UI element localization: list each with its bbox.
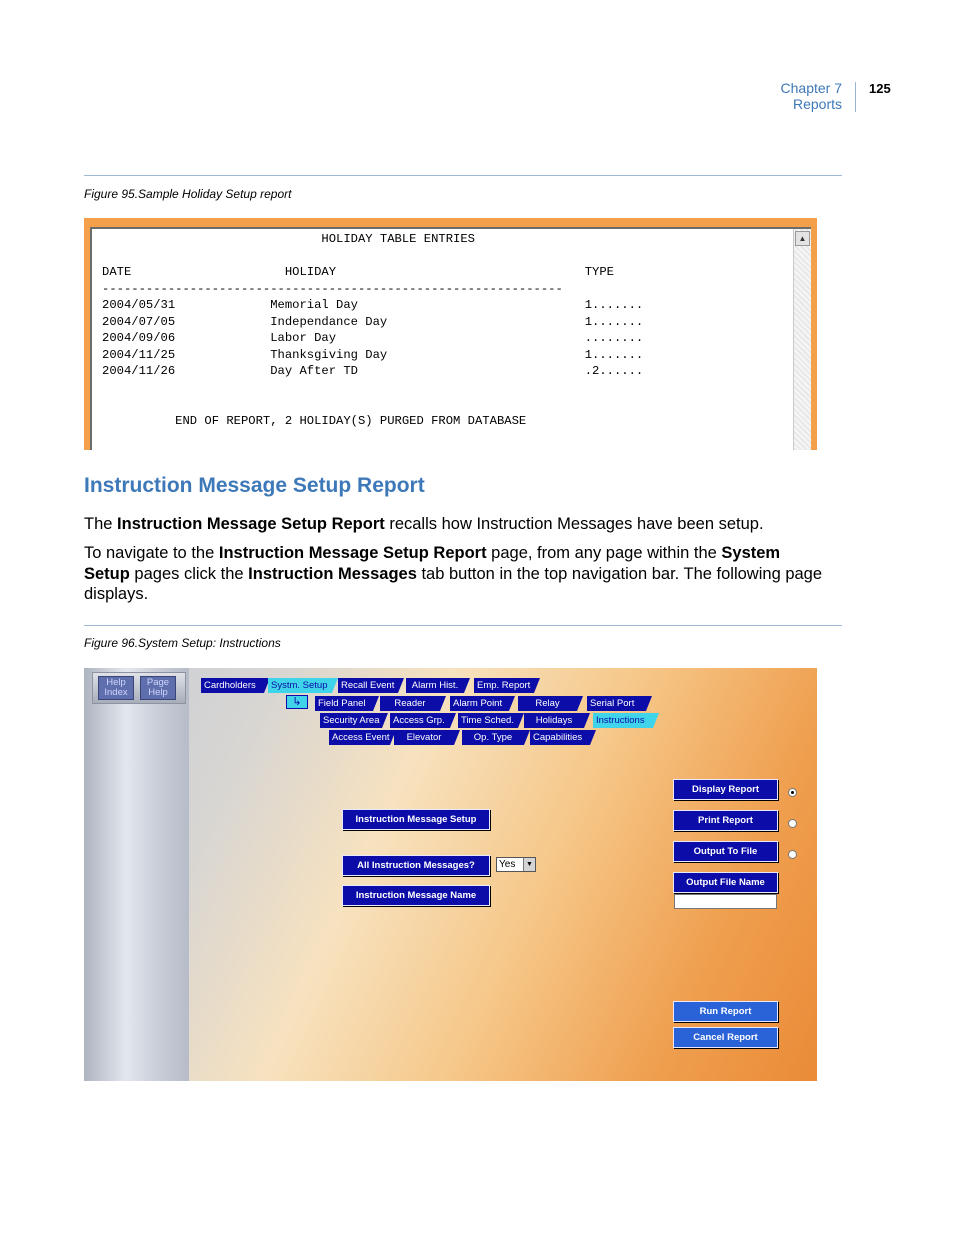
report-column-headers: DATE HOLIDAY TYPE [102, 265, 614, 279]
report-row: 2004/11/26 Day After TD .2...... [102, 364, 644, 378]
report-divider: --------------------------------------------------------------- [102, 281, 563, 296]
report-row: 2004/07/05 Independance Day 1....... [102, 314, 644, 329]
tab-time-sched[interactable]: Time Sched. [458, 713, 518, 728]
help-index-button[interactable]: Help Index [98, 676, 134, 700]
display-report-radio[interactable] [788, 788, 797, 797]
help-box [92, 672, 186, 704]
intro-paragraph: The Instruction Message Setup Report recalls how Instruction Messages have been setup. [84, 515, 764, 533]
figure-rule-top [84, 175, 842, 176]
tab-instructions[interactable]: Instructions [593, 713, 653, 728]
tab-relay[interactable]: Relay [518, 696, 577, 711]
chapter-label: Chapter 7 [780, 80, 842, 96]
tab-access-event[interactable]: Access Event [329, 730, 390, 745]
tab-op-type[interactable]: Op. Type [462, 730, 524, 745]
output-to-file-button[interactable]: Output To File [673, 841, 778, 862]
figure-95-caption: Figure 95.Sample Holiday Setup report [84, 187, 292, 201]
chevron-down-icon[interactable]: ▼ [523, 858, 535, 871]
page-number: 125 [869, 81, 891, 96]
holiday-report-text [102, 231, 643, 429]
report-scrollbar[interactable] [793, 229, 811, 450]
report-row: 2004/11/25 Thanksgiving Day 1....... [102, 347, 644, 362]
figure-rule-bottom [84, 625, 842, 626]
instruction-message-name-button[interactable]: Instruction Message Name [342, 885, 490, 906]
running-header [781, 80, 842, 112]
output-to-file-radio[interactable] [788, 850, 797, 859]
instruction-message-setup-button[interactable]: Instruction Message Setup [342, 809, 490, 830]
tab-cardholders[interactable]: Cardholders [201, 678, 264, 693]
section-heading: Instruction Message Setup Report [84, 474, 425, 497]
output-file-name-button[interactable]: Output File Name [673, 872, 778, 893]
report-footer: END OF REPORT, 2 HOLIDAY(S) PURGED FROM DATABASE [102, 413, 527, 428]
report-row: 2004/05/31 Memorial Day 1....... [102, 298, 644, 312]
tab-elevator[interactable]: Elevator [394, 730, 454, 745]
all-messages-select[interactable] [496, 857, 536, 872]
holiday-report-window [84, 218, 817, 450]
page-help-button[interactable]: Page Help [140, 676, 176, 700]
scroll-up-icon[interactable]: ▲ [795, 231, 810, 246]
left-panel [84, 668, 189, 1081]
header-divider [855, 82, 856, 112]
tab-security-area[interactable]: Security Area [320, 713, 382, 728]
output-file-name-input[interactable] [674, 894, 777, 909]
report-title: HOLIDAY TABLE ENTRIES [102, 232, 475, 246]
tab-field-panel[interactable]: Field Panel [315, 696, 373, 711]
tab-serial-port[interactable]: Serial Port [587, 696, 646, 711]
tab-access-grp[interactable]: Access Grp. [390, 713, 450, 728]
tab-holidays[interactable]: Holidays [524, 713, 584, 728]
report-spacer [102, 396, 643, 413]
run-report-button[interactable]: Run Report [673, 1001, 778, 1022]
tab-emp-report[interactable]: Emp. Report [474, 678, 534, 693]
all-messages-value: Yes [499, 859, 516, 870]
tab-alarm-hist[interactable]: Alarm Hist. [406, 678, 464, 693]
tab-capabilities[interactable]: Capabilities [530, 730, 590, 745]
report-spacer [102, 380, 643, 397]
print-report-button[interactable]: Print Report [673, 810, 778, 831]
report-spacer [102, 248, 643, 265]
tab-alarm-point[interactable]: Alarm Point [450, 696, 509, 711]
tab-systm-setup[interactable]: Systm. Setup [268, 678, 332, 693]
return-arrow-icon[interactable]: ↳ [286, 695, 308, 709]
system-setup-screen [84, 668, 817, 1081]
print-report-radio[interactable] [788, 819, 797, 828]
display-report-button[interactable]: Display Report [673, 779, 778, 800]
holiday-report-panel [90, 227, 811, 450]
section-label: Reports [792, 96, 842, 112]
report-row: 2004/09/06 Labor Day ........ [102, 331, 644, 345]
all-instruction-messages-button[interactable]: All Instruction Messages? [342, 855, 490, 876]
tab-recall-event[interactable]: Recall Event [338, 678, 398, 693]
cancel-report-button[interactable]: Cancel Report [673, 1027, 778, 1048]
tab-reader[interactable]: Reader [380, 696, 440, 711]
navigation-paragraph: To navigate to the Instruction Message Setup Report page, from any page within the System Setup pages click the Instruction Messages tab button in the top navigation bar. The following page displays. [84, 544, 823, 603]
figure-96-caption: Figure 96.System Setup: Instructions [84, 636, 281, 650]
